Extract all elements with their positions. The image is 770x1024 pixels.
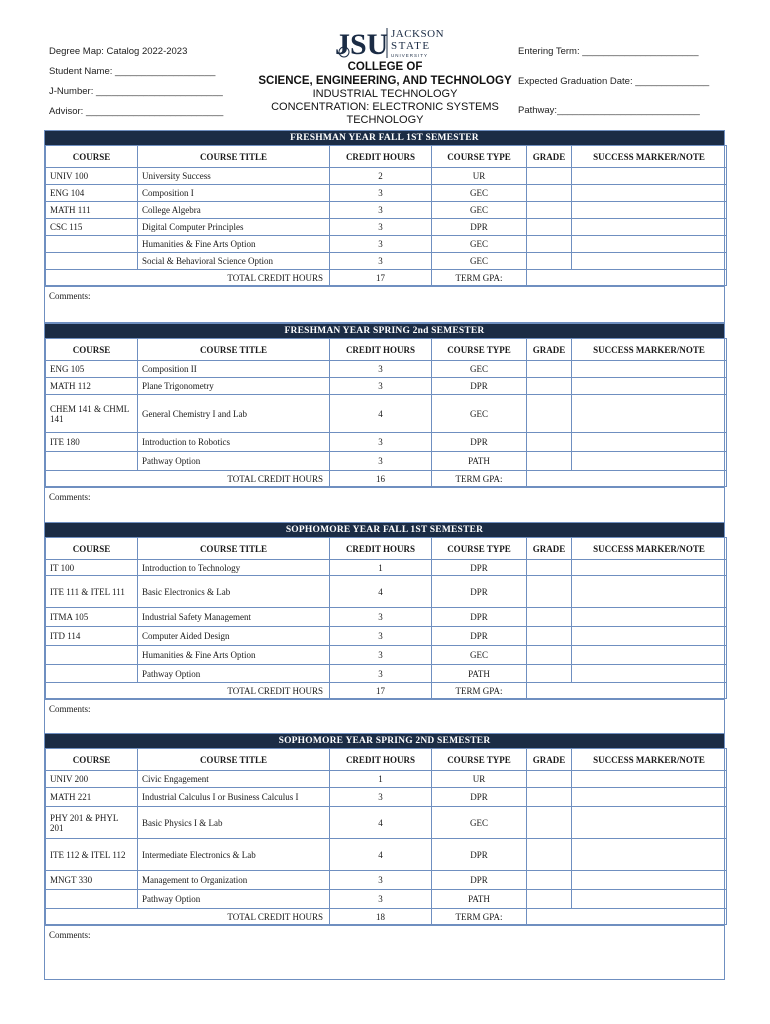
- table-row: [46, 890, 727, 909]
- title-cell: Introduction to Robotics: [138, 433, 330, 452]
- course-table: [45, 145, 727, 286]
- total-credit-value: 17: [330, 270, 432, 286]
- type-cell: DPR: [432, 433, 527, 452]
- grade-cell[interactable]: [527, 665, 572, 683]
- title-cell: Pathway Option: [138, 890, 330, 909]
- j-number-field[interactable]: J-Number: ________________________: [49, 86, 223, 97]
- credit-cell: 3: [330, 871, 432, 890]
- logo-text-state: STATE: [391, 40, 431, 52]
- title-cell: Digital Computer Principles: [138, 219, 330, 236]
- table-row: [46, 452, 727, 471]
- table-row: [46, 608, 727, 627]
- col-credit-header: CREDIT HOURS: [330, 339, 432, 361]
- course-cell: [46, 452, 138, 471]
- header-row: [46, 339, 727, 361]
- total-label: TOTAL CREDIT HOURS: [46, 270, 330, 286]
- title-cell: Industrial Calculus I or Business Calculus I: [138, 788, 330, 807]
- col-title-header: COURSE TITLE: [138, 538, 330, 560]
- credit-cell: 4: [330, 395, 432, 433]
- title-cell: Humanities & Fine Arts Option: [138, 236, 330, 253]
- title-cell: Industrial Safety Management: [138, 608, 330, 627]
- col-marker-header: SUCCESS MARKER/NOTE: [572, 749, 727, 771]
- title-cell: Basic Physics I & Lab: [138, 807, 330, 839]
- table-row: [46, 202, 727, 219]
- course-cell: IT 100: [46, 560, 138, 576]
- credit-cell: 3: [330, 665, 432, 683]
- grade-cell[interactable]: [527, 433, 572, 452]
- course-cell: CHEM 141 & CHML 141: [46, 395, 138, 433]
- credit-cell: 1: [330, 771, 432, 788]
- marker-cell[interactable]: [572, 890, 727, 909]
- col-marker-header: SUCCESS MARKER/NOTE: [572, 538, 727, 560]
- credit-cell: 3: [330, 608, 432, 627]
- table-row: [46, 576, 727, 608]
- program-line-1: INDUSTRIAL TECHNOLOGY: [312, 88, 458, 100]
- student-name-field[interactable]: Student Name: ___________________: [49, 66, 216, 77]
- col-marker-header: SUCCESS MARKER/NOTE: [572, 339, 727, 361]
- table-row: [46, 839, 727, 871]
- credit-cell: 3: [330, 236, 432, 253]
- total-row: [46, 909, 727, 925]
- course-cell: [46, 253, 138, 270]
- course-cell: [46, 646, 138, 665]
- term-gpa-label: TERM GPA:: [432, 270, 527, 286]
- type-cell: GEC: [432, 395, 527, 433]
- course-cell: [46, 236, 138, 253]
- title-cell: Pathway Option: [138, 452, 330, 471]
- course-table: [45, 537, 727, 699]
- title-cell: University Success: [138, 168, 330, 185]
- credit-cell: 3: [330, 219, 432, 236]
- table-row: [46, 788, 727, 807]
- grade-cell[interactable]: [527, 807, 572, 839]
- marker-cell[interactable]: [572, 576, 727, 608]
- title-cell: Humanities & Fine Arts Option: [138, 646, 330, 665]
- logo-text-jackson: JACKSON: [391, 28, 445, 40]
- grade-cell[interactable]: [527, 395, 572, 433]
- table-row: [46, 807, 727, 839]
- type-cell: GEC: [432, 807, 527, 839]
- col-grade-header: GRADE: [527, 146, 572, 168]
- course-cell: UNIV 100: [46, 168, 138, 185]
- credit-cell: 4: [330, 576, 432, 608]
- comments-label: Comments:: [49, 930, 91, 940]
- marker-cell[interactable]: [572, 361, 727, 378]
- program-line-2: CONCENTRATION: ELECTRONIC SYSTEMS TECHNOLOGY: [271, 101, 499, 126]
- type-cell: PATH: [432, 452, 527, 471]
- col-course-header: COURSE: [46, 538, 138, 560]
- total-row: [46, 471, 727, 487]
- grade-cell[interactable]: [527, 608, 572, 627]
- col-grade-header: GRADE: [527, 749, 572, 771]
- col-course-header: COURSE: [46, 146, 138, 168]
- marker-cell[interactable]: [572, 871, 727, 890]
- title-cell: Composition I: [138, 185, 330, 202]
- logo-mark: JSU: [335, 28, 389, 61]
- course-cell: ENG 105: [46, 361, 138, 378]
- col-type-header: COURSE TYPE: [432, 538, 527, 560]
- term-gpa-field[interactable]: [527, 909, 727, 925]
- grade-cell[interactable]: [527, 378, 572, 395]
- type-cell: DPR: [432, 560, 527, 576]
- course-cell: ITD 114: [46, 627, 138, 646]
- title-cell: Composition II: [138, 361, 330, 378]
- comments-label: Comments:: [49, 704, 91, 714]
- grade-cell[interactable]: [527, 788, 572, 807]
- col-course-header: COURSE: [46, 339, 138, 361]
- comments-label: Comments:: [49, 291, 91, 301]
- table-row: [46, 378, 727, 395]
- marker-cell[interactable]: [572, 253, 727, 270]
- semester-section: [44, 323, 725, 524]
- marker-cell[interactable]: [572, 771, 727, 788]
- advisor-field[interactable]: Advisor: __________________________: [49, 106, 224, 117]
- grade-cell[interactable]: [527, 219, 572, 236]
- title-cell: General Chemistry I and Lab: [138, 395, 330, 433]
- type-cell: UR: [432, 771, 527, 788]
- table-row: [46, 253, 727, 270]
- section-title: FRESHMAN YEAR SPRING 2nd SEMESTER: [45, 324, 724, 338]
- col-title-header: COURSE TITLE: [138, 749, 330, 771]
- course-cell: MATH 221: [46, 788, 138, 807]
- grade-cell[interactable]: [527, 576, 572, 608]
- grade-cell[interactable]: [527, 627, 572, 646]
- grade-cell[interactable]: [527, 253, 572, 270]
- marker-cell[interactable]: [572, 807, 727, 839]
- type-cell: DPR: [432, 839, 527, 871]
- table-row: [46, 395, 727, 433]
- course-cell: [46, 665, 138, 683]
- table-row: [46, 871, 727, 890]
- grade-cell[interactable]: [527, 560, 572, 576]
- marker-cell[interactable]: [572, 236, 727, 253]
- marker-cell[interactable]: [572, 202, 727, 219]
- course-cell: ITMA 105: [46, 608, 138, 627]
- entering-term-field[interactable]: Entering Term: ______________________: [518, 46, 699, 57]
- title-cell: Introduction to Technology: [138, 560, 330, 576]
- marker-cell[interactable]: [572, 378, 727, 395]
- type-cell: GEC: [432, 646, 527, 665]
- type-cell: PATH: [432, 890, 527, 909]
- col-grade-header: GRADE: [527, 538, 572, 560]
- credit-cell: 3: [330, 378, 432, 395]
- type-cell: PATH: [432, 665, 527, 683]
- degree-map-label: Degree Map: Catalog 2022-2023: [49, 46, 188, 57]
- table-row: [46, 219, 727, 236]
- credit-cell: 3: [330, 627, 432, 646]
- marker-cell[interactable]: [572, 627, 727, 646]
- col-title-header: COURSE TITLE: [138, 339, 330, 361]
- marker-cell[interactable]: [572, 788, 727, 807]
- grade-cell[interactable]: [527, 361, 572, 378]
- credit-cell: 3: [330, 361, 432, 378]
- semester-section: [44, 130, 725, 323]
- total-credit-value: 16: [330, 471, 432, 487]
- type-cell: DPR: [432, 788, 527, 807]
- course-table: [45, 338, 727, 487]
- total-row: [46, 683, 727, 699]
- college-heading: [250, 60, 520, 127]
- section-title: SOPHOMORE YEAR SPRING 2ND SEMESTER: [45, 734, 724, 748]
- table-row: [46, 185, 727, 202]
- table-row: [46, 168, 727, 185]
- total-label: TOTAL CREDIT HOURS: [46, 471, 330, 487]
- marker-cell[interactable]: [572, 433, 727, 452]
- header-row: [46, 146, 727, 168]
- type-cell: DPR: [432, 627, 527, 646]
- course-cell: ITE 111 & ITEL 111: [46, 576, 138, 608]
- marker-cell[interactable]: [572, 185, 727, 202]
- grade-cell[interactable]: [527, 185, 572, 202]
- college-line-1: COLLEGE OF: [347, 61, 423, 73]
- table-row: [46, 627, 727, 646]
- comments-label: Comments:: [49, 492, 91, 502]
- total-credit-value: 17: [330, 683, 432, 699]
- credit-cell: 3: [330, 890, 432, 909]
- pathway-field[interactable]: Pathway:___________________________: [518, 105, 700, 116]
- table-row: [46, 560, 727, 576]
- header-row: [46, 749, 727, 771]
- col-type-header: COURSE TYPE: [432, 749, 527, 771]
- course-cell: MATH 112: [46, 378, 138, 395]
- course-cell: ITE 112 & ITEL 112: [46, 839, 138, 871]
- term-gpa-field[interactable]: [527, 683, 727, 699]
- grade-cell[interactable]: [527, 771, 572, 788]
- course-cell: ENG 104: [46, 185, 138, 202]
- comments-field[interactable]: [45, 925, 724, 979]
- term-gpa-field[interactable]: [527, 471, 727, 487]
- col-type-header: COURSE TYPE: [432, 339, 527, 361]
- credit-cell: 3: [330, 788, 432, 807]
- course-cell: UNIV 200: [46, 771, 138, 788]
- type-cell: GEC: [432, 253, 527, 270]
- credit-cell: 4: [330, 807, 432, 839]
- marker-cell[interactable]: [572, 219, 727, 236]
- type-cell: DPR: [432, 219, 527, 236]
- type-cell: DPR: [432, 576, 527, 608]
- credit-cell: 2: [330, 168, 432, 185]
- section-title: SOPHOMORE YEAR FALL 1ST SEMESTER: [45, 523, 724, 537]
- type-cell: GEC: [432, 236, 527, 253]
- type-cell: UR: [432, 168, 527, 185]
- table-row: [46, 433, 727, 452]
- total-row: [46, 270, 727, 286]
- marker-cell[interactable]: [572, 452, 727, 471]
- term-gpa-label: TERM GPA:: [432, 683, 527, 699]
- title-cell: Civic Engagement: [138, 771, 330, 788]
- jsu-logo: [335, 24, 445, 64]
- credit-cell: 3: [330, 646, 432, 665]
- course-table: [45, 748, 727, 925]
- col-grade-header: GRADE: [527, 339, 572, 361]
- table-row: [46, 236, 727, 253]
- grade-cell[interactable]: [527, 452, 572, 471]
- logo-text-university: UNIVERSITY: [391, 53, 429, 58]
- col-credit-header: CREDIT HOURS: [330, 146, 432, 168]
- grade-cell[interactable]: [527, 839, 572, 871]
- credit-cell: 3: [330, 202, 432, 219]
- table-row: [46, 665, 727, 683]
- total-label: TOTAL CREDIT HOURS: [46, 909, 330, 925]
- table-row: [46, 771, 727, 788]
- grade-cell[interactable]: [527, 168, 572, 185]
- title-cell: Pathway Option: [138, 665, 330, 683]
- graduation-date-field[interactable]: Expected Graduation Date: ______________: [518, 76, 710, 87]
- section-title: FRESHMAN YEAR FALL 1ST SEMESTER: [45, 131, 724, 145]
- type-cell: GEC: [432, 202, 527, 219]
- grade-cell[interactable]: [527, 890, 572, 909]
- marker-cell[interactable]: [572, 665, 727, 683]
- total-label: TOTAL CREDIT HOURS: [46, 683, 330, 699]
- title-cell: Plane Trigonometry: [138, 378, 330, 395]
- comments-field[interactable]: [45, 699, 724, 735]
- credit-cell: 3: [330, 253, 432, 270]
- col-title-header: COURSE TITLE: [138, 146, 330, 168]
- type-cell: GEC: [432, 185, 527, 202]
- semester-section: [44, 733, 725, 980]
- credit-cell: 3: [330, 185, 432, 202]
- title-cell: Management to Organization: [138, 871, 330, 890]
- comments-field[interactable]: [45, 286, 724, 322]
- title-cell: Basic Electronics & Lab: [138, 576, 330, 608]
- semester-section: [44, 522, 725, 736]
- type-cell: DPR: [432, 871, 527, 890]
- college-line-2: SCIENCE, ENGINEERING, AND TECHNOLOGY: [258, 75, 512, 87]
- col-credit-header: CREDIT HOURS: [330, 749, 432, 771]
- credit-cell: 1: [330, 560, 432, 576]
- col-course-header: COURSE: [46, 749, 138, 771]
- course-cell: ITE 180: [46, 433, 138, 452]
- marker-cell[interactable]: [572, 395, 727, 433]
- term-gpa-label: TERM GPA:: [432, 909, 527, 925]
- course-cell: MATH 111: [46, 202, 138, 219]
- col-marker-header: SUCCESS MARKER/NOTE: [572, 146, 727, 168]
- marker-cell[interactable]: [572, 646, 727, 665]
- course-cell: MNGT 330: [46, 871, 138, 890]
- title-cell: Social & Behavioral Science Option: [138, 253, 330, 270]
- title-cell: Computer Aided Design: [138, 627, 330, 646]
- grade-cell[interactable]: [527, 646, 572, 665]
- course-cell: [46, 890, 138, 909]
- table-row: [46, 361, 727, 378]
- type-cell: DPR: [432, 608, 527, 627]
- term-gpa-field[interactable]: [527, 270, 727, 286]
- grade-cell[interactable]: [527, 871, 572, 890]
- title-cell: Intermediate Electronics & Lab: [138, 839, 330, 871]
- course-cell: CSC 115: [46, 219, 138, 236]
- header-row: [46, 538, 727, 560]
- title-cell: College Algebra: [138, 202, 330, 219]
- marker-cell[interactable]: [572, 608, 727, 627]
- col-type-header: COURSE TYPE: [432, 146, 527, 168]
- grade-cell[interactable]: [527, 202, 572, 219]
- credit-cell: 4: [330, 839, 432, 871]
- comments-field[interactable]: [45, 487, 724, 523]
- grade-cell[interactable]: [527, 236, 572, 253]
- credit-cell: 3: [330, 433, 432, 452]
- course-cell: PHY 201 & PHYL 201: [46, 807, 138, 839]
- table-row: [46, 646, 727, 665]
- col-credit-header: CREDIT HOURS: [330, 538, 432, 560]
- type-cell: GEC: [432, 361, 527, 378]
- term-gpa-label: TERM GPA:: [432, 471, 527, 487]
- credit-cell: 3: [330, 452, 432, 471]
- type-cell: DPR: [432, 378, 527, 395]
- marker-cell[interactable]: [572, 168, 727, 185]
- total-credit-value: 18: [330, 909, 432, 925]
- marker-cell[interactable]: [572, 560, 727, 576]
- marker-cell[interactable]: [572, 839, 727, 871]
